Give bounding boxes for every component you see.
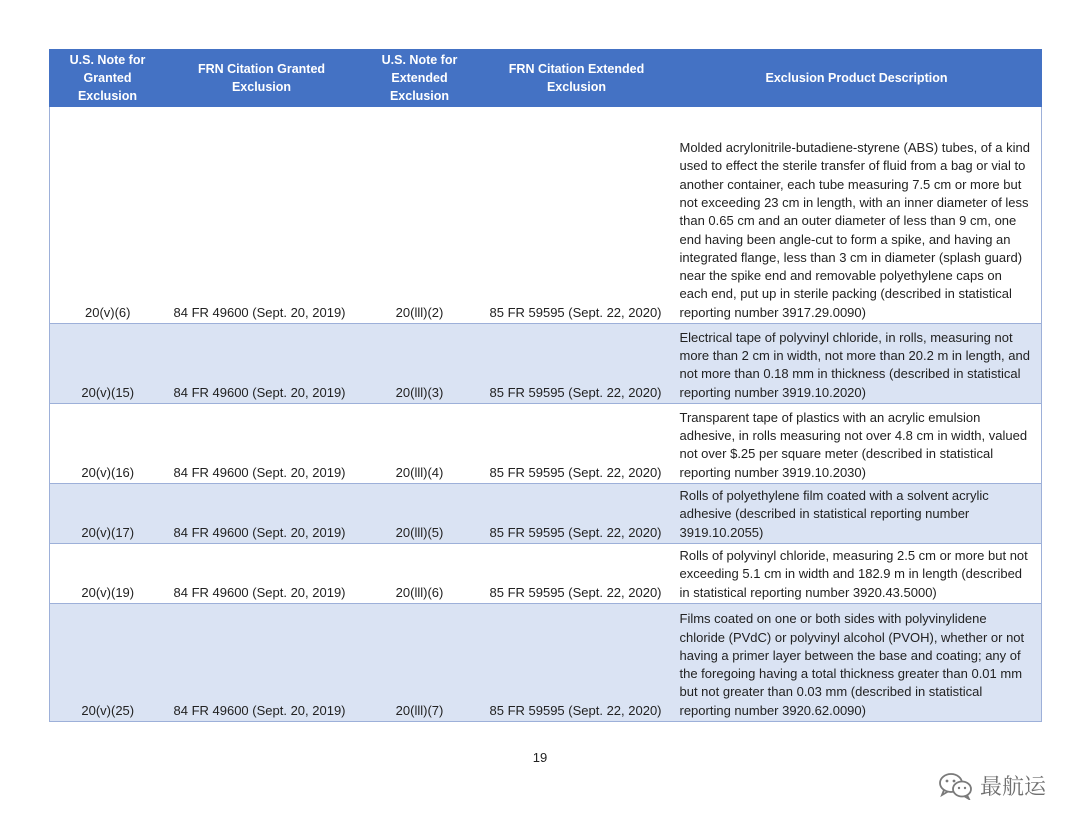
cell-frn-granted: 84 FR 49600 (Sept. 20, 2019)	[166, 484, 358, 544]
cell-description: Rolls of polyethylene film coated with a solvent acrylic adhesive (described in statistical reporting number 3919.10.2055)	[672, 484, 1042, 544]
header-frn-extended: FRN Citation Extended Exclusion	[482, 50, 672, 107]
exclusion-table	[49, 49, 1042, 722]
cell-description: Films coated on one or both sides with polyvinylidene chloride (PVdC) or polyvinyl alcohol (PVOH), whether or not having a primer layer between the base and coating; any of the foregoing having a total thickness greater than 0.01 mm but not greater than 0.03 mm (described in statistical reporting number 3920.62.0090)	[672, 604, 1042, 722]
cell-description: Rolls of polyvinyl chloride, measuring 2.5 cm or more but not exceeding 5.1 cm in width and 182.9 m in length (described in statistical reporting number 3920.43.5000)	[672, 544, 1042, 604]
header-description: Exclusion Product Description	[672, 50, 1042, 107]
header-note-extended: U.S. Note for Extended Exclusion	[358, 50, 482, 107]
header-note-granted: U.S. Note for Granted Exclusion	[50, 50, 166, 107]
cell-frn-extended: 85 FR 59595 (Sept. 22, 2020)	[482, 484, 672, 544]
cell-note-granted: 20(v)(25)	[50, 604, 166, 722]
table-row	[50, 484, 1042, 544]
watermark	[938, 770, 1046, 801]
cell-note-granted: 20(v)(6)	[50, 107, 166, 324]
table-header-row	[50, 50, 1042, 107]
watermark-text: 最航运	[979, 774, 1046, 799]
cell-note-granted: 20(v)(16)	[50, 404, 166, 484]
cell-frn-granted: 84 FR 49600 (Sept. 20, 2019)	[166, 107, 358, 324]
table-row	[50, 107, 1042, 324]
cell-note-extended: 20(lll)(7)	[358, 604, 482, 722]
cell-note-granted: 20(v)(19)	[50, 544, 166, 604]
cell-frn-granted: 84 FR 49600 (Sept. 20, 2019)	[166, 404, 358, 484]
cell-frn-granted: 84 FR 49600 (Sept. 20, 2019)	[166, 324, 358, 404]
cell-description: Transparent tape of plastics with an acrylic emulsion adhesive, in rolls measuring not over 4.8 cm in width, valued not over $.25 per square meter (described in statistical reporting number 3919.10.2030)	[672, 404, 1042, 484]
cell-frn-granted: 84 FR 49600 (Sept. 20, 2019)	[166, 544, 358, 604]
cell-description: Molded acrylonitrile-butadiene-styrene (ABS) tubes, of a kind used to effect the sterile transfer of fluid from a bag or vial to another container, each tube measuring 7.5 cm or more but not exceeding 23 cm in length, with an inner diameter of less than 0.65 cm and an outer diameter of less than 9 cm, one end having been angle-cut to form a spike, and having an integrated flange, less than 3 cm in diameter (splash guard) near the spike end and removable polyethylene caps on each end, put up in sterile packing (described in statistical reporting number 3917.29.0090)	[672, 107, 1042, 324]
cell-frn-extended: 85 FR 59595 (Sept. 22, 2020)	[482, 107, 672, 324]
cell-note-extended: 20(lll)(4)	[358, 404, 482, 484]
cell-frn-extended: 85 FR 59595 (Sept. 22, 2020)	[482, 604, 672, 722]
cell-note-granted: 20(v)(15)	[50, 324, 166, 404]
cell-description: Electrical tape of polyvinyl chloride, in rolls, measuring not more than 2 cm in width, not more than 20.2 m in length, and not more than 0.18 mm in thickness (described in statistical reporting number 3919.10.2020)	[672, 324, 1042, 404]
page-number: 19	[532, 750, 548, 765]
cell-note-granted: 20(v)(17)	[50, 484, 166, 544]
cell-note-extended: 20(lll)(6)	[358, 544, 482, 604]
cell-frn-extended: 85 FR 59595 (Sept. 22, 2020)	[482, 544, 672, 604]
cell-frn-extended: 85 FR 59595 (Sept. 22, 2020)	[482, 404, 672, 484]
cell-frn-extended: 85 FR 59595 (Sept. 22, 2020)	[482, 324, 672, 404]
wechat-icon	[938, 772, 974, 800]
cell-note-extended: 20(lll)(3)	[358, 324, 482, 404]
cell-frn-granted: 84 FR 49600 (Sept. 20, 2019)	[166, 604, 358, 722]
header-frn-granted: FRN Citation Granted Exclusion	[166, 50, 358, 107]
table-row	[50, 404, 1042, 484]
table-row	[50, 544, 1042, 604]
table-row	[50, 604, 1042, 722]
cell-note-extended: 20(lll)(5)	[358, 484, 482, 544]
table-row	[50, 324, 1042, 404]
cell-note-extended: 20(lll)(2)	[358, 107, 482, 324]
